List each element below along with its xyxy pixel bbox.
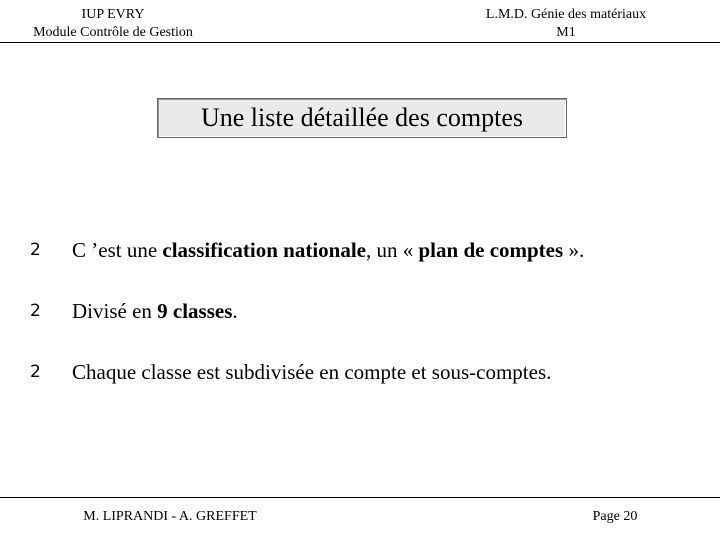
bullet-text-part: . — [232, 299, 238, 323]
bullet-text-bold: 9 classes — [157, 299, 233, 323]
bullet-item — [30, 294, 710, 328]
bullet-list — [30, 233, 710, 416]
bullet-text — [72, 355, 551, 389]
slide-title-box — [157, 98, 567, 138]
bullet-text-part: Divisé en — [72, 299, 158, 323]
bullet-text — [72, 294, 238, 328]
bullet-text-part: Chaque classe est subdivisée en compte et sous-comptes. — [72, 360, 552, 384]
header-institution: IUP EVRY — [81, 7, 145, 22]
bullet-icon: 2 — [30, 362, 41, 382]
bullet-item — [30, 233, 710, 267]
header-module: Module Contrôle de Gestion — [33, 25, 193, 40]
footer-page-number: Page 20 — [592, 509, 638, 524]
bullet-text-part: C ’est une — [72, 238, 163, 262]
header-level: M1 — [556, 25, 576, 40]
bullet-text-bold: classification nationale — [162, 238, 366, 262]
header-left — [18, 6, 208, 42]
footer-authors: M. LIPRANDI - A. GREFFET — [83, 509, 257, 524]
slide-title: Une liste détaillée des comptes — [200, 103, 523, 132]
bullet-text — [72, 233, 584, 267]
bullet-text-part: ». — [563, 238, 585, 262]
bullet-icon: 2 — [30, 240, 41, 260]
bullet-text-bold: plan de comptes — [418, 238, 564, 262]
bullet-item — [30, 355, 710, 389]
header-right — [466, 6, 666, 42]
header-program: L.M.D. Génie des matériaux — [485, 7, 647, 22]
bullet-text-part: , un « — [366, 238, 419, 262]
header-divider — [0, 42, 720, 43]
bullet-icon: 2 — [30, 301, 41, 321]
footer-divider — [0, 497, 720, 498]
